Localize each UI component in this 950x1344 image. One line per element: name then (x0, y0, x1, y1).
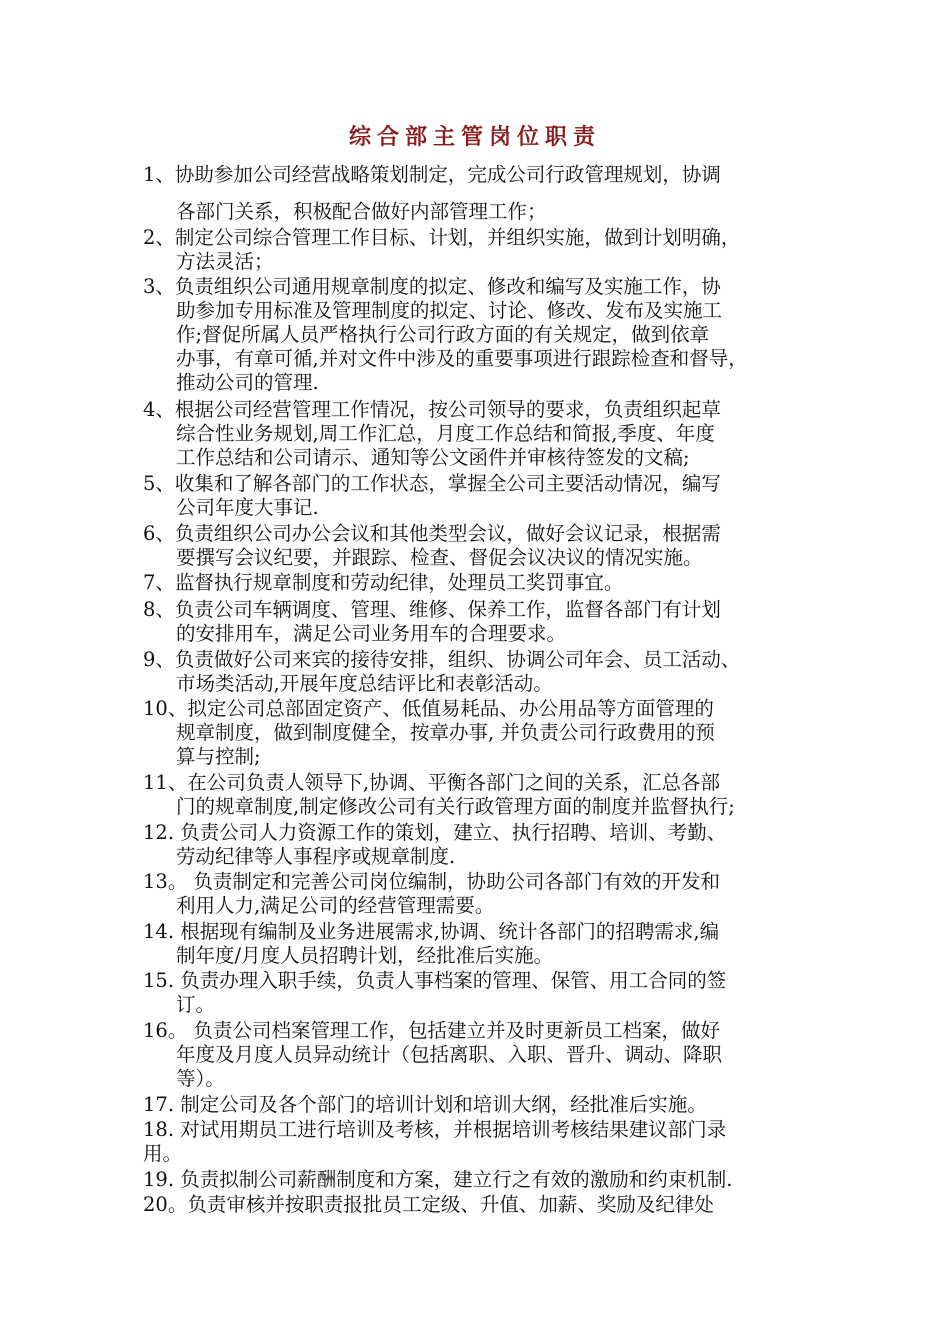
item-text: 在公司负责人领导下,协调、平衡各部门之间的关系，汇总各部 (187, 771, 721, 794)
item-text: 负责拟制公司薪酬制度和方案，建立行之有效的激励和约束机制. (180, 1168, 733, 1191)
list-item (143, 697, 823, 721)
item-number: 11、 (143, 771, 188, 794)
item-text: 负责组织公司办公会议和其他类型会议，做好会议记录，根据需 (174, 522, 721, 545)
item-number: 13。 (143, 870, 194, 893)
item-text: 负责公司档案管理工作，包括建立并及时更新员工档案，做好 (193, 1019, 721, 1042)
item-continuation: 年度及月度人员异动统计（包括离职、入职、晋升、调动、降职 (176, 1043, 723, 1066)
item-text: 负责公司车辆调度、管理、维修、保养工作，监督各部门有计划 (174, 598, 721, 621)
item-number: 20。 (143, 1193, 188, 1216)
list-item (143, 522, 823, 546)
item-continuation: 算与控制; (176, 745, 261, 768)
item-text: 协助参加公司经营战略策划制定，完成公司行政管理规划，协调 (174, 163, 721, 186)
list-item (143, 648, 823, 672)
item-continuation: 要撰写会议纪要，并跟踪、检查、督促会议决议的情况实施。 (176, 546, 703, 569)
item-continuation: 公司年度大事记. (176, 496, 319, 519)
item-text: 负责审核并按职责报批员工定级、升值、加薪、奖励及纪律处 (187, 1193, 714, 1216)
list-item (143, 771, 823, 795)
item-number: 2、 (143, 226, 175, 249)
item-text: 负责做好公司来宾的接待安排，组织、协调公司年会、员工活动、 (174, 648, 741, 671)
list-item (143, 1093, 823, 1117)
item-number: 15. (143, 969, 181, 992)
item-continuation: 方法灵活； (176, 250, 274, 273)
list-item (143, 472, 823, 496)
item-text: 拟定公司总部固定资产、低值易耗品、办公用品等方面管理的 (187, 697, 714, 720)
item-number: 14. (143, 920, 181, 943)
list-item (143, 226, 823, 250)
item-continuation: 推动公司的管理. (176, 371, 319, 394)
item-continuation: 作;督促所属人员严格执行公司行政方面的有关规定，做到依章 (176, 323, 710, 346)
list-item (143, 1168, 823, 1192)
item-continuation: 各部门关系，积极配合做好内部管理工作； (176, 200, 547, 223)
item-continuation: 规章制度，做到制度健全，按章办事, 并负责公司行政费用的预 (176, 721, 715, 744)
item-number: 12. (143, 821, 181, 844)
list-item (143, 870, 823, 894)
item-text: 根据公司经营管理工作情况，按公司领导的要求，负责组织起草 (174, 398, 721, 421)
item-number: 6、 (143, 522, 175, 545)
item-text: 制定公司综合管理工作目标、计划，并组织实施，做到计划明确， (174, 226, 741, 249)
item-number: 19. (143, 1168, 181, 1191)
item-number: 10、 (143, 697, 188, 720)
item-number: 7、 (143, 571, 175, 594)
list-item (143, 275, 823, 299)
item-continuation: 制年度/月度人员招聘计划，经批准后实施。 (176, 944, 554, 967)
item-number: 16。 (143, 1019, 194, 1042)
item-number: 1、 (143, 163, 175, 186)
item-text: 负责办理入职手续，负责人事档案的管理、保管、用工合同的签 (180, 969, 727, 992)
item-text: 收集和了解各部门的工作状态，掌握全公司主要活动情况，编写 (174, 472, 721, 495)
list-item (143, 598, 823, 622)
item-continuation: 的安排用车，满足公司业务用车的合理要求。 (176, 622, 567, 645)
item-continuation: 利用人力,满足公司的经营管理需要。 (176, 894, 495, 917)
list-item (143, 163, 823, 187)
page-title: 综合部主管岗位职责 (348, 124, 601, 150)
item-continuation: 综合性业务规划,周工作汇总，月度工作总结和简报,季度、年度 (176, 422, 715, 445)
list-item (143, 1193, 823, 1217)
list-item (143, 1019, 823, 1043)
list-item (143, 969, 823, 993)
item-text: 制定公司及各个部门的培训计划和培训大纲，经批准后实施。 (180, 1093, 707, 1116)
item-number: 18. (143, 1118, 181, 1141)
item-text: 负责公司人力资源工作的策划，建立、执行招聘、培训、考勤、 (180, 821, 727, 844)
list-item (143, 920, 823, 944)
list-item (143, 398, 823, 422)
item-continuation: 办事，有章可循,并对文件中涉及的重要事项进行跟踪检查和督导， (176, 347, 748, 370)
item-number: 17. (143, 1093, 181, 1116)
item-text: 根据现有编制及业务进展需求,协调、统计各部门的招聘需求,编 (180, 920, 720, 943)
item-continuation: 助参加专用标准及管理制度的拟定、讨论、修改、发布及实施工 (176, 299, 723, 322)
item-number: 9、 (143, 648, 175, 671)
item-number: 5、 (143, 472, 175, 495)
item-text: 负责组织公司通用规章制度的拟定、修改和编写及实施工作，协 (174, 275, 721, 298)
item-text: 负责制定和完善公司岗位编制，协助公司各部门有效的开发和 (193, 870, 721, 893)
item-continuation: 等）。 (176, 1067, 225, 1090)
list-item (143, 821, 823, 845)
item-number: 4、 (143, 398, 175, 421)
item-text: 对试用期员工进行培训及考核，并根据培训考核结果建议部门录 (180, 1118, 727, 1141)
item-continuation: 市场类活动,开展年度总结评比和表彰活动。 (176, 672, 553, 695)
item-continuation: 工作总结和公司请示、通知等公文函件并审核待签发的文稿; (176, 446, 690, 469)
item-text: 监督执行规章制度和劳动纪律，处理员工奖罚事宜。 (174, 571, 624, 594)
item-continuation: 订。 (176, 993, 216, 1016)
item-continuation: 用。 (143, 1142, 183, 1165)
item-number: 3、 (143, 275, 175, 298)
item-number: 8、 (143, 598, 175, 621)
list-item (143, 571, 823, 595)
list-item (143, 1118, 823, 1142)
item-continuation: 劳动纪律等人事程序或规章制度. (176, 845, 456, 868)
item-continuation: 门的规章制度,制定修改公司有关行政管理方面的制度并监督执行; (176, 795, 735, 818)
